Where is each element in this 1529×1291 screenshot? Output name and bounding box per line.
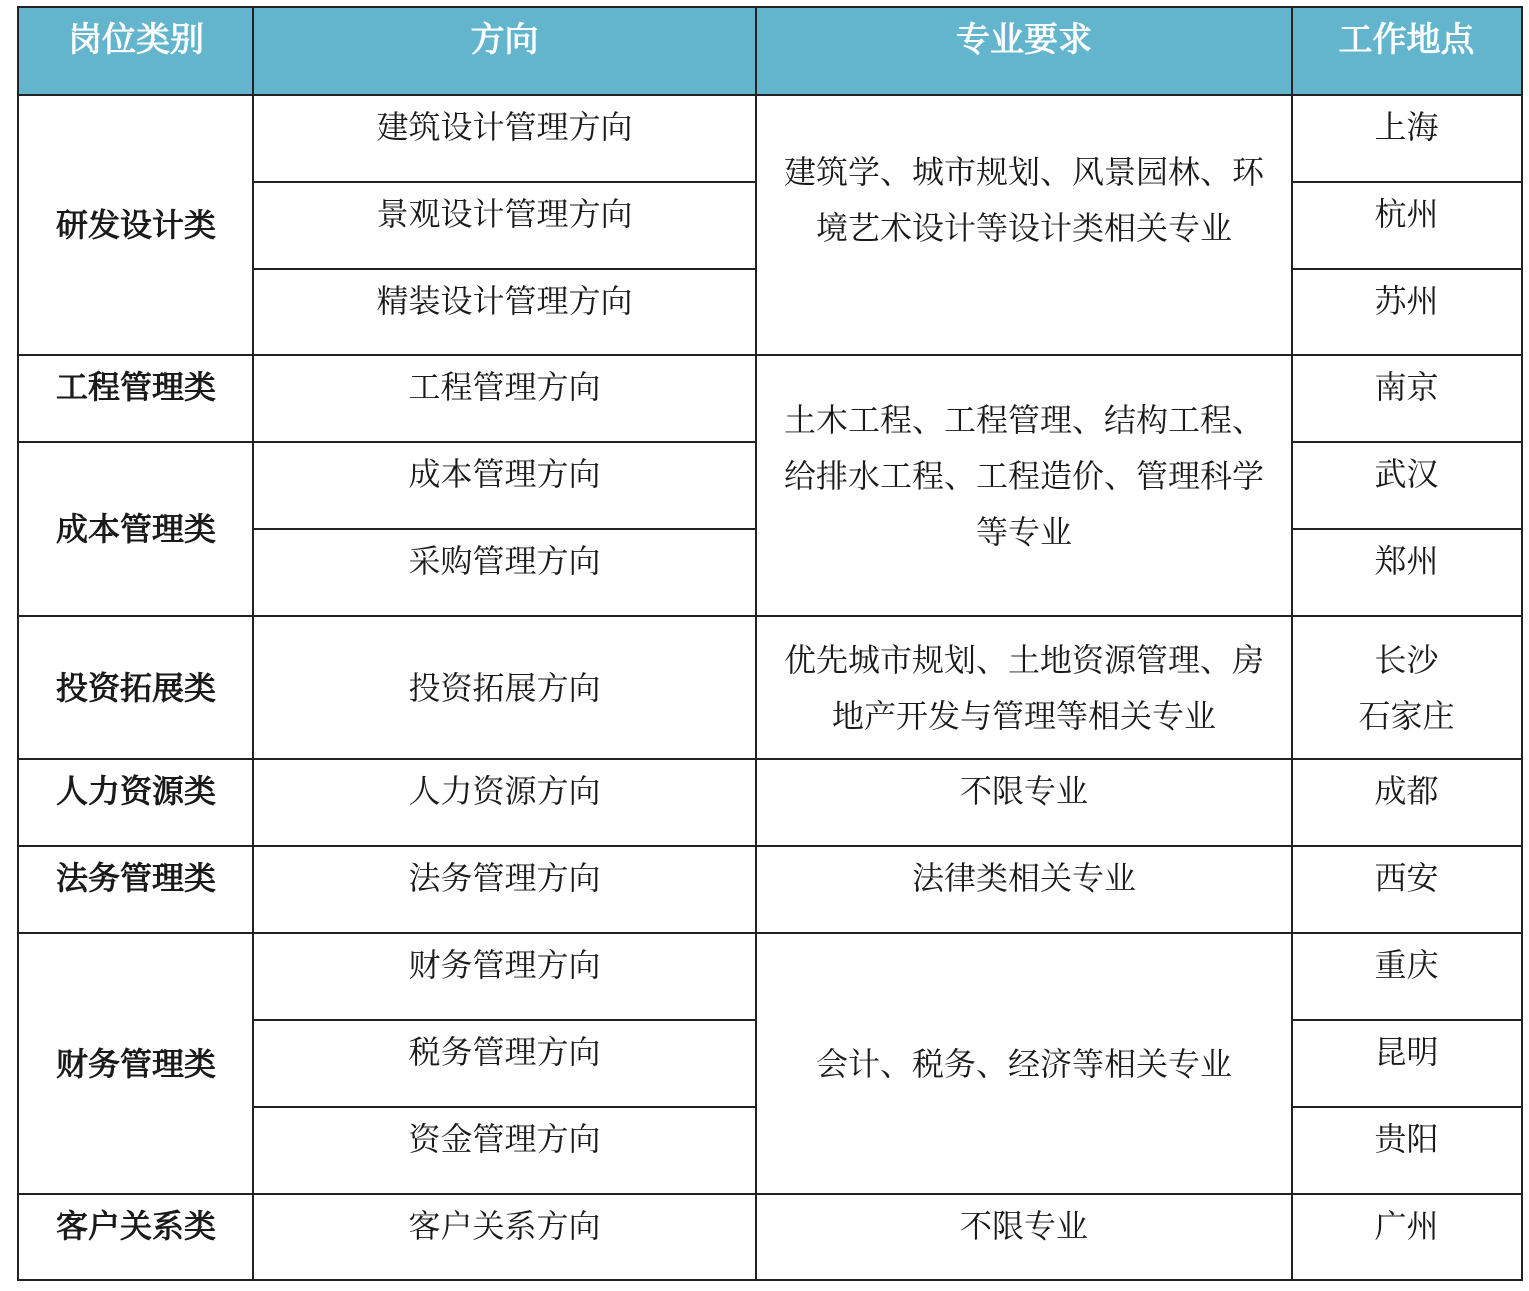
header-direction: 方向 xyxy=(253,8,756,95)
requirement-line: 等专业 xyxy=(975,512,1072,551)
location-line: 石家庄 xyxy=(1358,696,1455,735)
grid-line xyxy=(19,758,1521,760)
location-cell xyxy=(1292,616,1521,759)
direction-cell: 税务管理方向 xyxy=(408,1033,601,1071)
category-cell: 客户关系类 xyxy=(55,1207,216,1245)
grid-line xyxy=(19,615,1521,617)
location-cell: 成都 xyxy=(1374,772,1439,810)
category-cell: 成本管理类 xyxy=(55,510,216,548)
location-cell: 郑州 xyxy=(1374,542,1439,580)
requirement-cell xyxy=(756,95,1292,355)
grid-line xyxy=(1292,181,1521,183)
requirement-cell xyxy=(756,355,1292,616)
direction-cell: 建筑设计管理方向 xyxy=(376,108,633,146)
direction-cell: 精装设计管理方向 xyxy=(376,282,633,320)
category-cell: 财务管理类 xyxy=(55,1044,216,1083)
category-cell: 投资拓展类 xyxy=(55,668,216,707)
grid-line xyxy=(253,528,755,530)
header-category: 岗位类别 xyxy=(19,8,253,95)
header-requirement: 专业要求 xyxy=(756,8,1292,95)
grid-line xyxy=(19,1193,1521,1195)
location-cell: 上海 xyxy=(1374,108,1439,146)
grid-line xyxy=(253,181,755,183)
direction-cell: 工程管理方向 xyxy=(408,368,601,406)
requirement-line: 给排水工程、工程造价、管理科学 xyxy=(783,456,1264,495)
grid-line xyxy=(1291,441,1521,443)
grid-line xyxy=(1292,268,1521,270)
grid-line xyxy=(1292,528,1521,530)
grid-line xyxy=(253,268,755,270)
grid-line xyxy=(19,845,1521,847)
recruitment-table xyxy=(17,6,1523,1281)
location-cell: 广州 xyxy=(1374,1207,1439,1245)
location-cell: 杭州 xyxy=(1374,195,1439,233)
grid-line xyxy=(1292,1019,1521,1021)
header-location: 工作地点 xyxy=(1292,8,1521,95)
location-cell: 重庆 xyxy=(1374,946,1439,984)
direction-cell: 人力资源方向 xyxy=(408,772,601,810)
direction-cell: 客户关系方向 xyxy=(408,1207,601,1245)
requirement-cell: 不限专业 xyxy=(959,1207,1088,1245)
direction-cell: 采购管理方向 xyxy=(408,542,601,580)
grid-line xyxy=(253,1106,755,1108)
location-line: 长沙 xyxy=(1374,640,1439,679)
location-cell: 武汉 xyxy=(1374,455,1439,493)
requirement-line: 地产开发与管理等相关专业 xyxy=(831,696,1216,735)
direction-cell: 财务管理方向 xyxy=(408,946,601,984)
location-cell: 西安 xyxy=(1374,859,1439,897)
requirement-cell: 会计、税务、经济等相关专业 xyxy=(815,1044,1232,1083)
requirement-line: 土木工程、工程管理、结构工程、 xyxy=(783,400,1264,439)
direction-cell: 投资拓展方向 xyxy=(408,668,601,707)
grid-line xyxy=(19,441,755,443)
grid-line xyxy=(252,8,254,1279)
grid-line xyxy=(1292,1106,1521,1108)
category-cell: 研发设计类 xyxy=(55,206,216,244)
grid-line xyxy=(1291,8,1293,1279)
requirement-cell xyxy=(756,616,1292,759)
category-cell: 工程管理类 xyxy=(55,368,216,406)
direction-cell: 成本管理方向 xyxy=(408,455,601,493)
requirement-line: 建筑学、城市规划、风景园林、环 xyxy=(783,153,1264,191)
category-cell: 人力资源类 xyxy=(55,772,216,810)
grid-line xyxy=(253,1019,755,1021)
requirement-line: 优先城市规划、土地资源管理、房 xyxy=(783,640,1264,679)
location-cell: 昆明 xyxy=(1374,1033,1439,1071)
location-cell: 苏州 xyxy=(1374,282,1439,320)
direction-cell: 资金管理方向 xyxy=(408,1120,601,1158)
location-cell: 贵阳 xyxy=(1374,1120,1439,1158)
grid-line xyxy=(19,354,1521,356)
location-cell: 南京 xyxy=(1374,368,1439,406)
requirement-cell: 不限专业 xyxy=(959,772,1088,810)
direction-cell: 景观设计管理方向 xyxy=(376,195,633,233)
direction-cell: 法务管理方向 xyxy=(408,859,601,897)
grid-line xyxy=(755,8,757,1279)
grid-line xyxy=(19,94,1521,96)
requirement-line: 境艺术设计等设计类相关专业 xyxy=(815,209,1232,247)
requirement-cell: 法律类相关专业 xyxy=(911,859,1136,897)
category-cell: 法务管理类 xyxy=(55,859,216,897)
grid-line xyxy=(19,932,1521,934)
